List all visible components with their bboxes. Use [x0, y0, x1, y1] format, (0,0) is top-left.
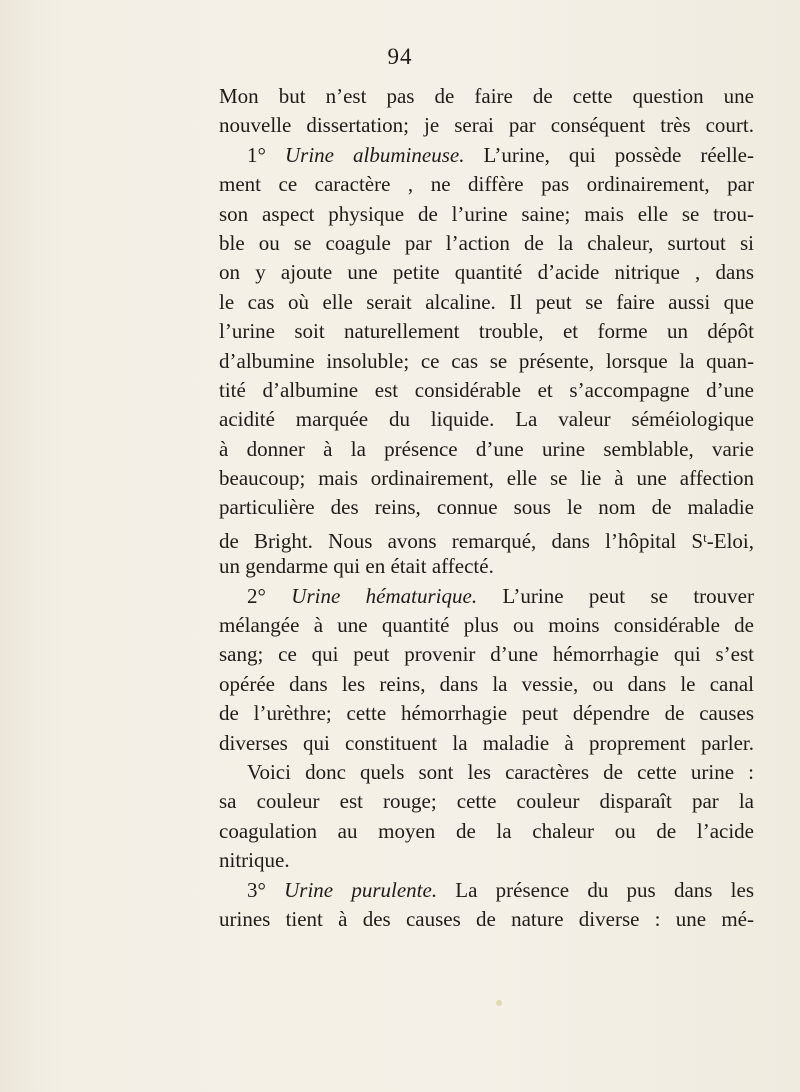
paper-stain: [496, 1000, 502, 1006]
text-line: [219, 111, 754, 140]
text-segment: 1°: [247, 142, 285, 167]
text-segment: coagulation au moyen de la chaleur ou de l’acide: [219, 818, 754, 843]
text-line: [219, 258, 754, 287]
text-line: [219, 405, 754, 434]
text-line: [219, 729, 754, 758]
text-line: [219, 376, 754, 405]
text-segment: à donner à la présence d’une urine semblable, varie: [219, 436, 754, 461]
text-line: [219, 82, 754, 111]
text-segment: sang; ce qui peut provenir d’une hémorrhagie qui s’est: [219, 642, 754, 667]
text-line: [219, 817, 754, 846]
text-segment: nitrique.: [219, 848, 290, 873]
text-line: [219, 758, 754, 787]
text-line: [219, 699, 754, 728]
text-segment: d’albumine insoluble; ce cas se présente, lorsque la quan-: [219, 348, 754, 373]
text-line: [219, 288, 754, 317]
text-segment: Mon but n’est pas de faire de cette question une: [219, 84, 754, 108]
section-heading: Urine hématurique.: [291, 583, 478, 608]
text-line: [219, 670, 754, 699]
text-segment: nouvelle dissertation; je serai par conséquent très court.: [219, 113, 754, 138]
text-segment: La présence du pus dans les: [437, 877, 754, 902]
text-segment: -Eloi,: [706, 528, 754, 553]
text-segment: l’urine soit naturellement trouble, et forme un dépôt: [219, 319, 754, 344]
text-line: [219, 523, 754, 552]
text-segment: son aspect physique de l’urine saine; mais elle se trou-: [219, 201, 754, 226]
page-number: 94: [387, 44, 413, 69]
body-text: [219, 82, 754, 934]
text-segment: de Bright. Nous avons remarqué, dans l’hôpital S: [219, 528, 704, 553]
text-segment: sa couleur est rouge; cette couleur disparaît par la: [219, 789, 754, 814]
section-heading: Urine purulente.: [284, 877, 438, 902]
text-line: [219, 582, 754, 611]
text-line: [219, 229, 754, 258]
text-segment: tité d’albumine est considérable et s’accompagne d’une: [219, 377, 754, 402]
text-line: [219, 640, 754, 669]
text-segment: acidité marquée du liquide. La valeur séméiologique: [219, 407, 754, 432]
text-line: [219, 200, 754, 229]
text-segment: ment ce caractère , ne diffère pas ordinairement, par: [219, 172, 754, 197]
text-line: [219, 787, 754, 816]
text-segment: ble ou se coagule par l’action de la chaleur, surtout si: [219, 230, 754, 255]
text-segment: particulière des reins, connue sous le nom de maladie: [219, 495, 754, 520]
text-line: [219, 611, 754, 640]
text-line: [219, 493, 754, 522]
text-segment: t: [703, 529, 707, 545]
text-segment: L’urine peut se trouver: [477, 583, 754, 608]
section-heading: Urine albumineuse.: [284, 142, 465, 167]
text-line: [219, 347, 754, 376]
text-line: [219, 552, 754, 581]
text-line: [219, 141, 754, 170]
text-line: [219, 905, 754, 934]
text-segment: urines tient à des causes de nature diverse : une mé-: [219, 906, 754, 931]
text-line: [219, 170, 754, 199]
text-segment: 3°: [247, 877, 285, 902]
text-line: [219, 876, 754, 905]
text-segment: beaucoup; mais ordinairement, elle se lie à une affection: [219, 466, 754, 491]
text-segment: un gendarme qui en était affecté.: [219, 554, 494, 579]
text-segment: le cas où elle serait alcaline. Il peut se faire aussi que: [219, 289, 754, 314]
text-segment: 2°: [247, 583, 292, 608]
text-line: [219, 464, 754, 493]
text-segment: de l’urèthre; cette hémorrhagie peut dépendre de causes: [219, 701, 754, 726]
text-line: [219, 317, 754, 346]
text-segment: mélangée à une quantité plus ou moins considérable de: [219, 613, 754, 638]
text-segment: on y ajoute une petite quantité d’acide nitrique , dans: [219, 260, 754, 285]
text-segment: Voici donc quels sont les caractères de cette urine :: [247, 759, 754, 784]
text-segment: L’urine, qui possède réelle-: [464, 142, 754, 167]
text-line: [219, 846, 754, 875]
text-segment: opérée dans les reins, dans la vessie, ou dans le canal: [219, 671, 754, 696]
text-segment: diverses qui constituent la maladie à proprement parler.: [219, 730, 754, 755]
text-line: [219, 435, 754, 464]
